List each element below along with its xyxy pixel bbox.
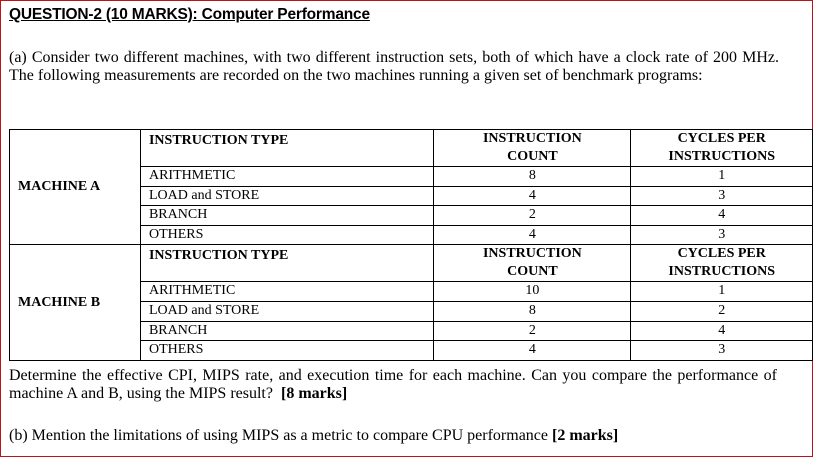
part-b-marks: [2 marks] [552, 427, 619, 444]
machine-b-label: MACHINE B [10, 245, 141, 360]
type-cell: LOAD and STORE [140, 301, 433, 321]
count-cell: 2 [434, 206, 631, 226]
cpi-cell: 1 [631, 167, 813, 187]
count-cell: 8 [434, 167, 631, 187]
header-cpi-line2: INSTRUCTIONS [668, 149, 776, 164]
part-a-task-text: Determine the effective CPI, MIPS rate, and execution time for each machine. Can you compare the performance of machine A and B, using the MIPS result? [9, 367, 777, 402]
type-cell: BRANCH [140, 206, 433, 226]
header-cpi-line1: CYCLES PER [677, 131, 766, 146]
type-cell: ARITHMETIC [140, 167, 433, 187]
cpi-cell: 1 [631, 282, 813, 302]
part-b-text: (b) Mention the limitations of using MIPS as a metric to compare CPU performance [9, 427, 548, 444]
part-a-marks: [8 marks] [280, 385, 348, 402]
count-cell: 4 [434, 186, 631, 206]
count-cell: 8 [434, 301, 631, 321]
header-count-line2: COUNT [507, 264, 558, 280]
count-cell: 4 [434, 225, 631, 245]
cpi-cell: 3 [631, 225, 813, 245]
header-instruction-count [434, 130, 631, 167]
part-a-task [9, 367, 777, 403]
count-cell: 10 [434, 282, 631, 302]
header-cycles-per-instruction [631, 245, 813, 282]
cpi-cell: 4 [631, 321, 813, 341]
count-cell: 4 [434, 341, 631, 361]
header-count-line1: INSTRUCTION [482, 131, 582, 146]
header-instruction-type: INSTRUCTION TYPE [140, 130, 433, 167]
cpi-cell: 3 [631, 341, 813, 361]
header-cycles-per-instruction [631, 130, 813, 167]
header-instruction-count [434, 245, 631, 282]
count-cell: 2 [434, 321, 631, 341]
machine-a-label: MACHINE A [10, 130, 141, 245]
header-count-line2: COUNT [507, 149, 558, 164]
question-heading: QUESTION-2 (10 MARKS): Computer Performance [9, 6, 370, 23]
type-cell: OTHERS [140, 341, 433, 361]
part-b [9, 427, 789, 445]
header-cpi-line2: INSTRUCTIONS [668, 264, 776, 280]
cpi-cell: 3 [631, 186, 813, 206]
type-cell: ARITHMETIC [140, 282, 433, 302]
cpi-cell: 2 [631, 301, 813, 321]
benchmark-table [9, 129, 813, 361]
part-a-intro: (a) Consider two different machines, with two different instruction sets, both of which have a clock rate of 200 MHz. The following measurements are recorded on the two machines running a given set of benchmark programs: [9, 49, 779, 84]
type-cell: OTHERS [140, 225, 433, 245]
header-instruction-type: INSTRUCTION TYPE [140, 245, 433, 282]
type-cell: BRANCH [140, 321, 433, 341]
header-count-line1: INSTRUCTION [482, 246, 582, 262]
cpi-cell: 4 [631, 206, 813, 226]
type-cell: LOAD and STORE [140, 186, 433, 206]
header-cpi-line1: CYCLES PER [677, 246, 766, 262]
